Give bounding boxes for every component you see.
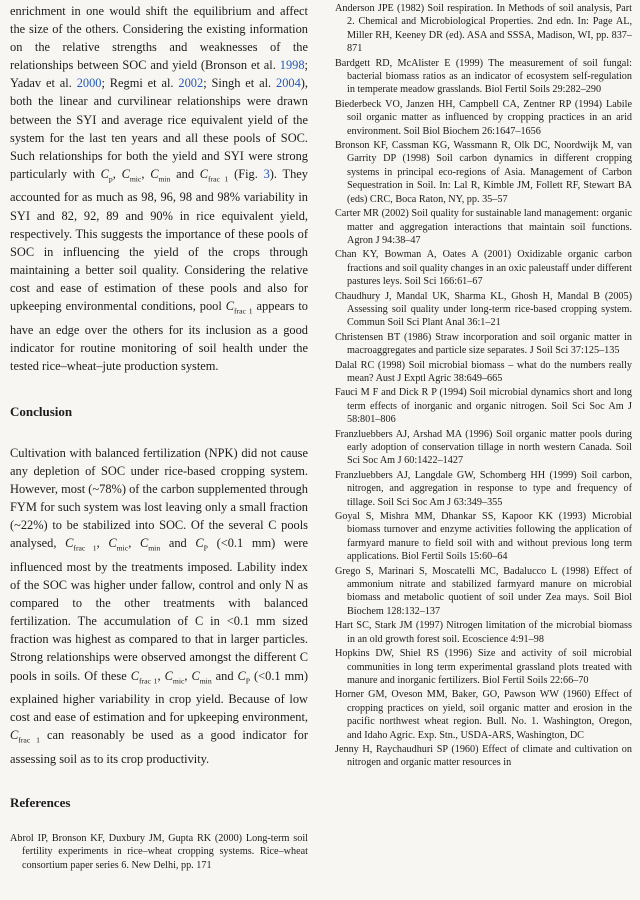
reference-entry: Christensen BT (1986) Straw incorporation and soil organic matter in macroaggregates and particle size separates. J Soil Sci 37:125–135 — [335, 331, 632, 357]
reference-entry: Goyal S, Mishra MM, Dhankar SS, Kapoor KK (1993) Microbial biomass turnover and enzyme activities following the application of farmyard manure to field soil with and without previous long term applications. Biol Fertil Soils 15:60–64 — [335, 511, 632, 563]
text-run: ; Regmi et al. — [101, 76, 179, 91]
right-column — [335, 2, 632, 771]
reference-entry: Bronson KF, Cassman KG, Wassmann R, Olk DC, Noordwijk M, van Garrity DP (1998) Soil carbon dynamics in different cropping systems in principal eco-regions of Asia. Management of Carbon Sequestration in Soil. In: Lal R, Kimble JM, Follett RF, Stewart BA (eds) CRC, Boca Raton, NY, pp. 35–57 — [335, 140, 632, 205]
reference-entry: Fauci M F and Dick R P (1994) Soil microbial dynamics short and long term effects of inorganic and organic nitrogen. Soil Sci Soc Am J 58:801–806 — [335, 387, 632, 426]
text-run: and — [211, 668, 238, 683]
reference-list-left — [10, 832, 308, 872]
subscript-text: frac 1 — [138, 675, 158, 685]
math-variable: C — [195, 536, 204, 551]
math-variable: C — [199, 166, 209, 181]
reference-list-right — [335, 2, 632, 770]
reference-entry: Abrol IP, Bronson KF, Duxbury JM, Gupta RK (2000) Long-term soil fertility experiments in rice–wheat cropping systems. Rice–wheat consortium paper series 6. New Delhi, pp. 171 — [10, 833, 308, 871]
text-run: (<0.1 mm) explained higher variability in crop yield. Because of low cost and ease of estimation and for upkeeping environment, — [10, 668, 308, 725]
body-paragraph-discussion — [10, 2, 308, 375]
subscript-text: mic — [129, 174, 142, 184]
reference-entry: Biederbeck VO, Janzen HH, Campbell CA, Zentner RP (1994) Labile soil organic matter as influenced by cropping practices in an arid environment. Soil Biol Biochem 26:1647–1656 — [335, 98, 632, 137]
text-run: and — [170, 166, 200, 181]
citation-link[interactable]: 2004 — [276, 76, 301, 91]
body-paragraph-conclusion — [10, 444, 308, 768]
math-variable: C — [10, 728, 19, 743]
subscript-text: mic — [116, 543, 129, 553]
reference-entry: Jenny H, Raychaudhuri SP (1960) Effect of climate and cultivation on nitrogen and organic matter resources in — [335, 743, 632, 769]
subscript-text: mic — [172, 675, 185, 685]
reference-entry: Chan KY, Bowman A, Oates A (2001) Oxidizable organic carbon fractions and soil quality changes in an oxic paleustaff under different pastures leys. Soil Sci 166:61–67 — [335, 249, 632, 288]
text-run: , — [184, 668, 192, 683]
math-variable: C — [225, 298, 235, 313]
reference-entry: Horner GM, Oveson MM, Baker, GO, Pawson WW (1960) Effect of cropping practices on yield, soil organic matter and erosion in the pacific northwest wheat region. Bull. No. 1. Washington, Oregon, and Idaho Agric. Exp. Stn., USDA-ARS, Washington, DC — [335, 689, 632, 741]
citation-link[interactable]: 1998 — [279, 58, 305, 73]
math-variable: C — [108, 536, 117, 551]
subscript-text: min — [148, 543, 161, 553]
subscript-text: frac 1 — [18, 735, 40, 745]
text-run: can reasonably be used as a good indicator for assessing soil as to its crop productivity. — [10, 728, 308, 766]
math-variable: C — [150, 166, 159, 181]
subscript-text: P — [203, 543, 208, 553]
math-variable: C — [65, 536, 74, 551]
reference-entry: Grego S, Marinari S, Moscatelli MC, Badalucco L (1998) Effect of ammonium nitrate and stabilized farmyard manure on microbial biomass and metabolic quotient of soil under Zea mays. Soil Biol Biochem 128:132–137 — [335, 565, 632, 617]
text-run: appears to have an edge over the others for its inclusion as a good indicator for routine monitoring of soil health under the tested rice–wheat–jute production system. — [10, 298, 308, 373]
text-run: , — [157, 668, 165, 683]
subscript-text: frac 1 — [208, 174, 229, 184]
citation-link[interactable]: 2002 — [178, 76, 204, 91]
subscript-text: min — [158, 174, 171, 184]
text-run: (Fig. — [228, 166, 264, 181]
text-run: , — [96, 536, 109, 551]
text-run: ). They accounted for as much as 98, 96, 98 and 98% variability in SYI and 82, 92, 89 and 90% in rice equivalent yield, respectively. This suggests the importance of these pools of SOC in influencing the yield of the crops through maintaining a better soil quality. Considering the relative cost and ease of estimation of these pools and also for upkeeping environmental conditions, pool — [10, 166, 308, 313]
section-heading-conclusion: Conclusion — [10, 403, 73, 419]
citation-link[interactable]: 2000 — [76, 76, 102, 91]
text-run: and — [160, 536, 196, 551]
math-variable: C — [100, 166, 109, 181]
text-run: ; Singh et al. — [203, 76, 276, 91]
subscript-text: P — [245, 675, 251, 685]
math-variable: C — [237, 668, 246, 683]
subscript-text: frac 1 — [234, 306, 253, 316]
text-run: (<0.1 mm) were influenced most by the treatments imposed. Lability index of the SOC was higher under fallow, control and only N as compared to the other treatments with balanced fertilization. The accumulation of C in <0.1 mm sized fraction was highest as compared to that in larger particles. Strong relationships were observed amongst the different C pools in soils. Of these — [10, 536, 308, 683]
math-variable: C — [130, 668, 139, 683]
subscript-text: min — [199, 675, 212, 685]
math-variable: C — [121, 166, 130, 181]
text-run: ), both the linear and curvilinear relationships were drawn between the SYI and average rice equivalent yield of the system for the last ten years and all these pools of SOC. Such relationships for both the yield and SYI were strong particularly with — [10, 76, 309, 181]
citation-link[interactable]: 3 — [263, 166, 270, 181]
reference-entry: Dalal RC (1998) Soil microbial biomass – what do the numbers really mean? Aust J Exptl Agric 38:649–665 — [335, 359, 632, 384]
math-variable: C — [164, 668, 173, 683]
reference-entry: Bardgett RD, McAlister E (1999) The measurement of soil fungal: bacterial biomass ratios as an indicator of ecosystem self-regulation in temperate meadow grasslands. Biol Fertil Soils 29:282–290 — [335, 57, 632, 96]
left-column — [10, 2, 308, 872]
text-run: , — [112, 166, 122, 181]
reference-entry: Carter MR (2002) Soil quality for sustainable land management: organic matter and aggregation interactions that maintain soil functions. Agron J 94:38–47 — [335, 208, 632, 246]
reference-entry: Hart SC, Stark JM (1997) Nitrogen limitation of the microbial biomass in an old growth forest soil. Ecoscience 4:91–98 — [335, 620, 632, 645]
text-run: , — [128, 536, 140, 551]
reference-entry: Anderson JPE (1982) Soil respiration. In Methods of soil analysis, Part 2. Chemical and Microbiological Properties. 2nd edn. In: Page AL, Miller RH, Keeney DR (ed). ASA and SSSA, Madison, WI, pp. 837–871 — [335, 3, 632, 55]
page-bottom-edge — [0, 890, 640, 900]
reference-entry: Franzluebbers AJ, Langdale GW, Schomberg HH (1999) Soil carbon, nitrogen, and aggregation in response to type and frequency of tillage. Soil Sci Soc Am J 63:349–355 — [335, 469, 632, 508]
reference-entry: Franzluebbers AJ, Arshad MA (1996) Soil organic matter pools during early adoption of conservation tillage in north western Canada. Soil Sci Soc Am J 60:1422–1427 — [335, 428, 632, 467]
reference-entry: Chaudhury J, Mandal UK, Sharma KL, Ghosh H, Mandal B (2005) Assessing soil quality under long-term rice-based cropping system. Commun Soil Sci Plant Anal 36:1–21 — [335, 290, 632, 329]
subscript-text: p — [108, 174, 113, 184]
text-run: enrichment in one would shift the equilibrium and affect the size of the others. Considering the existing information on the relative strengths and weaknesses of the relationships between SOC and yield (Bronson et al. — [10, 4, 308, 73]
section-heading-references: References — [10, 794, 71, 810]
reference-entry: Hopkins DW, Shiel RS (1996) Size and activity of soil microbial communities in long term experimental grassland plots treated with manure and inorganic fertilizers. Biol Fertil Soils 22:66–70 — [335, 648, 632, 686]
text-run: Cultivation with balanced fertilization (NPK) did not cause any depletion of SOC under rice-based cropping system. However, most (~78%) of the carbon supplemented through FYM for such system was lost leaving only a small fraction (~22%) to be stabilized into SOC. Of the several C pools analysed, — [10, 445, 308, 551]
math-variable: C — [139, 536, 149, 551]
text-run: ; Yadav et al. — [10, 58, 308, 91]
text-run: , — [141, 166, 151, 181]
math-variable: C — [191, 668, 200, 683]
subscript-text: frac 1 — [73, 543, 97, 553]
